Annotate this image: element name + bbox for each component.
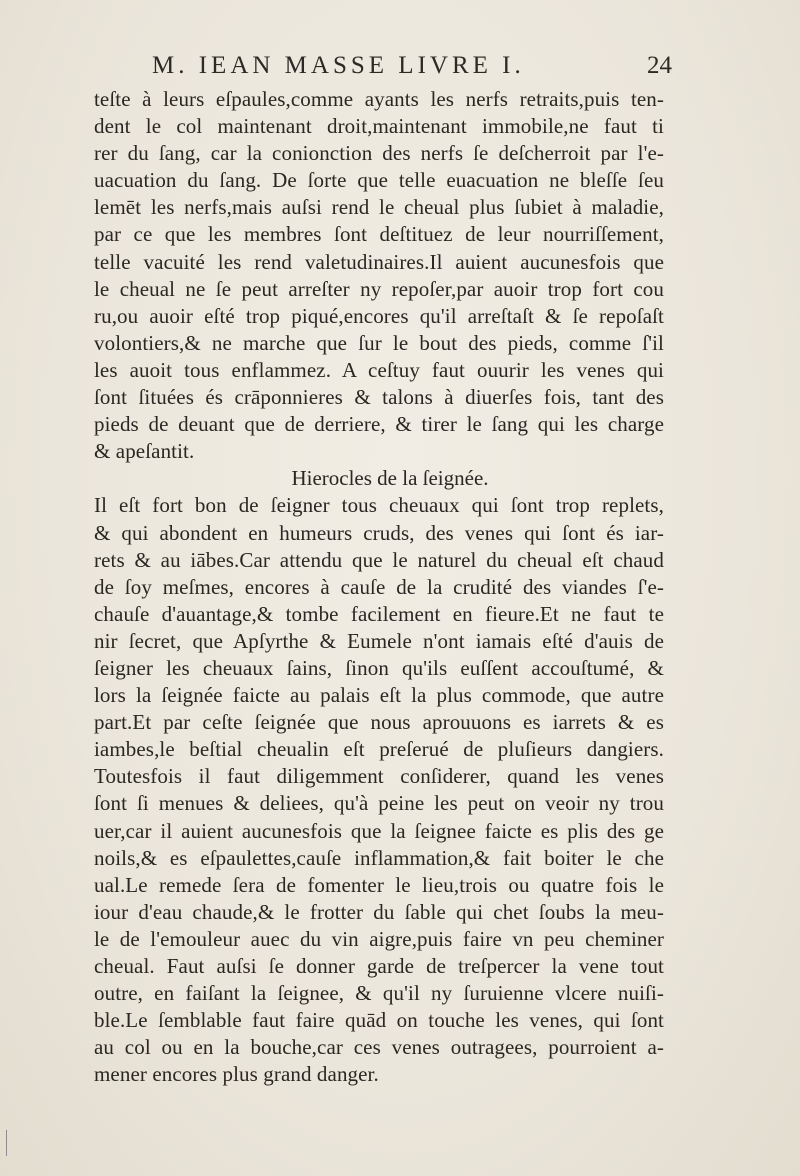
text-line: telle vacuité les rend valetudinaires.Il auient aucunesfois que (94, 249, 664, 274)
paragraph-1 (94, 86, 664, 465)
text-line: le cheual ne ſe peut arreſter ny repoſer,par auoir trop fort cou (94, 276, 664, 301)
text-line: lors la ſeignée faicte au palais eſt la plus commode, que autre (94, 683, 664, 708)
text-line: uer,car il auient aucunesfois que la ſeignee faicte es plis des ge (94, 818, 664, 843)
text-line: au col ou en la bouche,car ces venes outragees, pourroient a- (94, 1035, 664, 1060)
text-line: ſont ſituées és crāponnieres & talons à diuerſes fois, tant des (94, 385, 664, 410)
text-line: nir ſecret, que Apſyrthe & Eumele n'ont iamais eſté d'auis de (94, 628, 664, 653)
text-line: ſeigner les cheuaux ſains, ſinon qu'ils euſſent accouſtumé, & (94, 655, 664, 680)
text-line: ble.Le ſemblable faut faire quād on touche les venes, qui ſont (94, 1008, 664, 1033)
text-line: & apeſantit. (94, 439, 195, 464)
section-heading: Hierocles de la ſeignée. (291, 466, 489, 491)
text-line: cheual. Faut auſsi ſe donner garde de treſpercer la vene tout (94, 954, 664, 978)
text-line: dent le col maintenant droit,maintenant immobile,ne faut ti (94, 114, 664, 139)
text-line: rer du ſang, car la conionction des nerfs ſe deſcherroit par l'e- (94, 141, 664, 166)
paragraph-2 (94, 492, 664, 1088)
text-line: teſte à leurs eſpaules,comme ayants les nerfs retraits,puis ten- (94, 87, 664, 111)
page-header (152, 52, 672, 88)
text-block (94, 86, 664, 1088)
text-line: par ce que les membres ſont deſtituez de leur nourriſſement, (94, 222, 664, 247)
text-line: part.Et par ceſte ſeignée que nous aprouuons es iarrets & es (94, 710, 664, 735)
page-number: 24 (647, 52, 672, 79)
text-line: outre, en faiſant la ſeignee, & qu'il ny ſuruienne vlcere nuiſi- (94, 981, 664, 1006)
text-line: ual.Le remede ſera de fomenter le lieu,trois ou quatre fois le (94, 872, 664, 897)
text-line: lemēt les nerfs,mais auſsi rend le cheual plus ſubiet à maladie, (94, 195, 664, 220)
text-line: iambes,le beſtial cheualin eſt preſerué de pluſieurs dangiers. (94, 737, 664, 762)
text-line: noils,& es eſpaulettes,cauſe inflammation,& fait boiter le che (94, 845, 664, 870)
text-line: ru,ou auoir eſté trop piqué,encores qu'il arreſtaſt & ſe repoſaſt (94, 303, 664, 328)
text-line: & qui abondent en humeurs cruds, des venes qui ſont és iar- (94, 520, 664, 545)
text-line: pieds de deuant que de derriere, & tirer le ſang qui les charge (94, 412, 664, 437)
text-line: volontiers,& ne marche que ſur le bout des pieds, comme ſ'il (94, 330, 664, 355)
text-line: de ſoy meſmes, encores à cauſe de la crudité des viandes ſ'e- (94, 574, 664, 599)
scan-edge-mark (6, 1130, 7, 1156)
text-line: le de l'emouleur auec du vin aigre,puis faire vn peu cheminer (94, 926, 664, 951)
text-line: mener encores plus grand danger. (94, 1062, 379, 1087)
text-line: Toutesfois il faut diligemment conſiderer, quand les venes (94, 764, 664, 789)
text-line: rets & au iābes.Car attendu que le naturel du cheual eſt chaud (94, 547, 664, 572)
text-line: Il eſt fort bon de ſeigner tous cheuaux qui ſont trop replets, (94, 493, 664, 518)
running-head: M. IEAN MASSE LIVRE I. (152, 52, 525, 79)
text-line: les auoit tous enflammez. A ceſtuy faut ouurir les venes qui (94, 357, 664, 382)
text-line: uacuation du ſang. De ſorte que telle euacuation ne bleſſe ſeu (94, 168, 664, 193)
text-line: chauſe d'auantage,& tombe facilement en fieure.Et ne faut te (94, 601, 664, 626)
text-line: ſont ſi menues & deliees, qu'à peine les peut on veoir ny trou (94, 791, 664, 816)
text-line: iour d'eau chaude,& le frotter du ſable qui chet ſoubs la meu- (94, 899, 664, 924)
